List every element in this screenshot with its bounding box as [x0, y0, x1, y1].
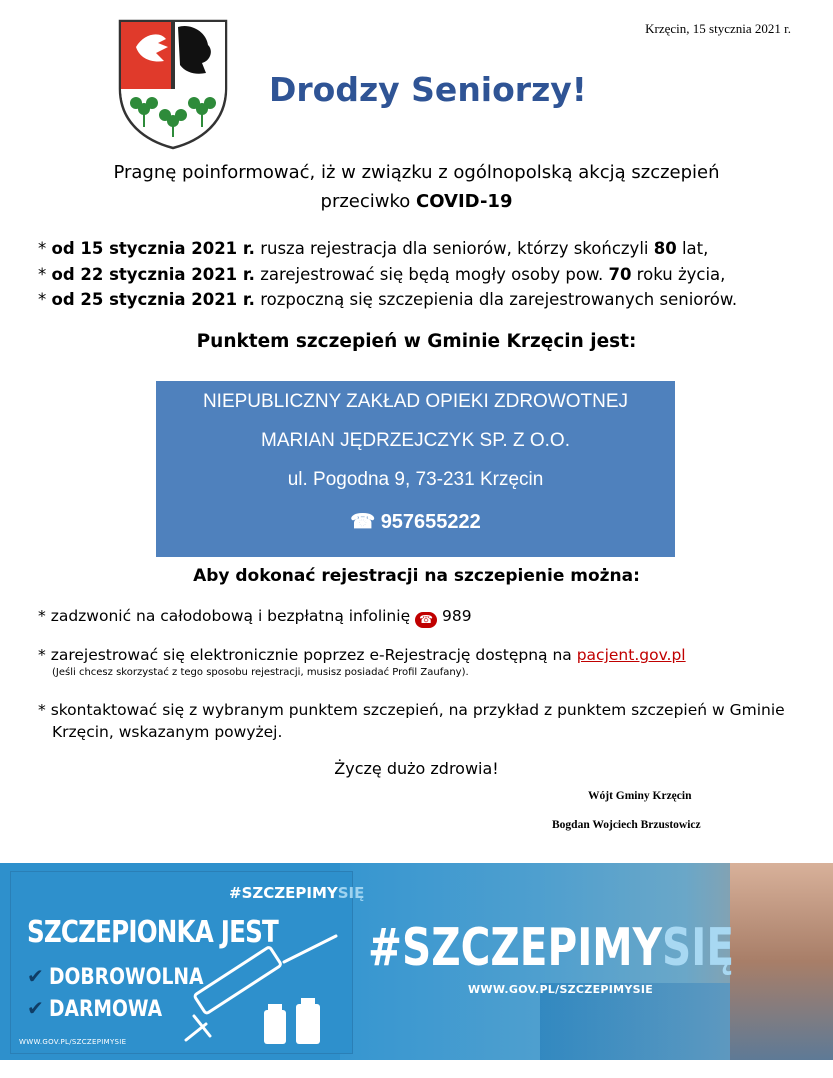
- voluntary-free-card: [10, 871, 365, 1054]
- banner-photo-seniors: [730, 863, 833, 1060]
- hotline-number: 989: [441, 607, 472, 625]
- check-icon: ✔: [27, 964, 44, 988]
- closing-wish: Życzę dużo zdrowia!: [334, 759, 499, 778]
- check-icon: ✔: [27, 996, 44, 1020]
- intro-line-2: przeciwko COVID-19: [320, 191, 513, 212]
- registration-heading: Aby dokonać rejestracji na szczepienie można:: [193, 566, 640, 586]
- card-item-free: DARMOWA: [49, 997, 163, 1022]
- profil-zaufany-note: (Jeśli chcesz skorzystać z tego sposobu rejestracji, musisz posiadać Profil Zaufany).: [52, 667, 469, 678]
- facility-name-line-1: NIEPUBLICZNY ZAKŁAD OPIEKI ZDROWOTNEJ: [202, 391, 629, 412]
- card-hashtag: #SZCZEPIMYSIĘ: [229, 884, 365, 902]
- card-item-voluntary: DOBROWOLNA: [49, 965, 204, 990]
- syringe-icon: [176, 932, 346, 1052]
- intro-text: [0, 158, 833, 216]
- intro-line-1: Pragnę poinformować, iż w związku z ogólnopolską akcją szczepień: [113, 162, 720, 183]
- registration-option-phone: * zadzwonić na całodobową i bezpłatną infolinię ☎ 989: [38, 607, 472, 626]
- vaccination-point-heading: Punktem szczepień w Gminie Krzęcin jest:: [196, 331, 637, 352]
- vaccination-point-box: [156, 381, 675, 557]
- facility-phone: ☎ 957655222: [350, 511, 481, 533]
- schedule-list: [38, 236, 737, 313]
- facility-address: ul. Pogodna 9, 73-231 Krzęcin: [287, 469, 544, 490]
- schedule-item: * od 22 stycznia 2021 r. zarejestrować się będą mogły osoby pow. 70 roku życia,: [38, 264, 726, 284]
- phone-icon: ☎: [350, 511, 376, 533]
- phone-icon: ☎: [415, 612, 437, 628]
- card-title: SZCZEPIONKA JEST: [27, 915, 278, 950]
- campaign-banner: [0, 863, 833, 1060]
- registration-option-contact: * skontaktować się z wybranym punktem szczepień, na przykład z punktem szczepień w Gminie Krzęcin, wskazanym powyżej.: [38, 701, 785, 741]
- letter-date: Krzęcin, 15 stycznia 2021 r.: [645, 21, 791, 36]
- campaign-url[interactable]: WWW.GOV.PL/SZCZEPIMYSIE: [468, 983, 654, 996]
- page-title: Drodzy Seniorzy!: [269, 70, 587, 109]
- signature-name: Bogdan Wojciech Brzustowicz: [552, 819, 701, 831]
- schedule-item: * od 15 stycznia 2021 r. rusza rejestracja dla seniorów, którzy skończyli 80 lat,: [38, 239, 709, 258]
- facility-name-line-2: MARIAN JĘDRZEJCZYK SP. Z O.O.: [261, 430, 570, 451]
- pacjent-link[interactable]: pacjent.gov.pl: [576, 646, 686, 664]
- covid-label: COVID-19: [416, 191, 513, 212]
- signature-role: Wójt Gminy Krzęcin: [588, 790, 692, 802]
- registration-option-online: * zarejestrować się elektronicznie poprzez e-Rejestrację dostępną na pacjent.gov.pl (Jeśli chcesz skorzystać z tego sposobu rejestracji, musisz posiadać Profil Zaufany).: [38, 646, 686, 678]
- coat-of-arms-icon: [116, 17, 230, 151]
- card-url: WWW.GOV.PL/SZCZEPIMYSIE: [19, 1038, 127, 1046]
- schedule-item: * od 25 stycznia 2021 r. rozpoczną się szczepienia dla zarejestrowanych seniorów.: [38, 290, 738, 309]
- campaign-hashtag: #SZCZEPIMYSIĘ: [368, 918, 735, 978]
